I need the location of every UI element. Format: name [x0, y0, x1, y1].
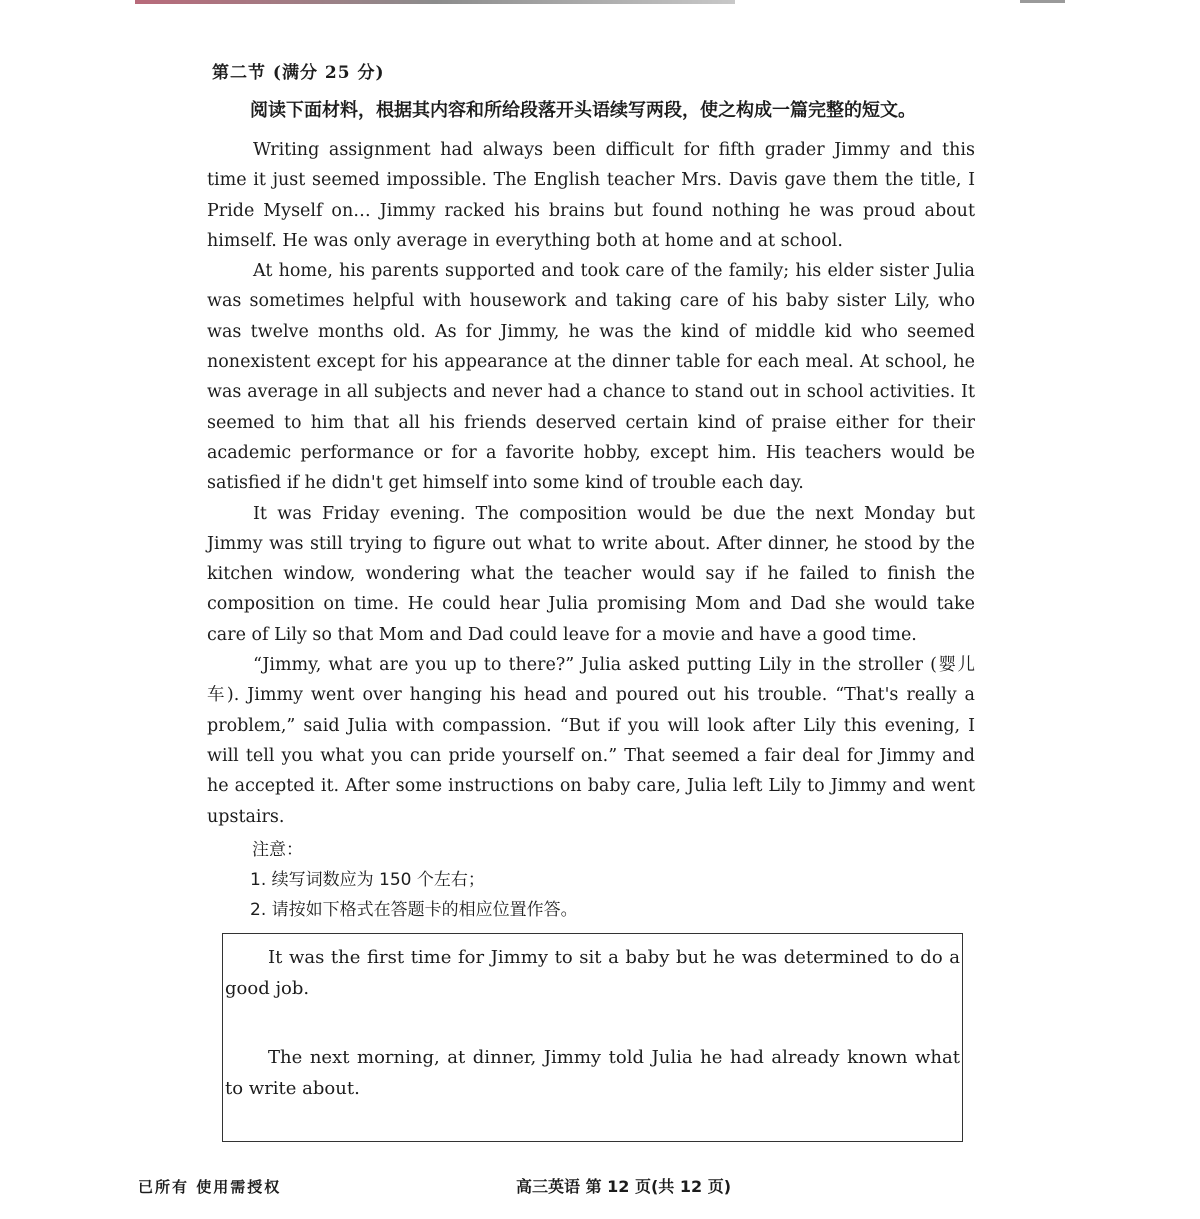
passage-paragraph: At home, his parents supported and took care of the family; his elder sister Julia was sometimes helpful with housework and taking care of his baby sister Lily, who was twelve months old. As for Jimmy, he was the kind of middle kid who seemed nonexistent except for his appearance at the dinner table for each meal. At school, he was average in all subjects and never had a chance to stand out in school activities. It seemed to him that all his friends deserved certain kind of praise either for their academic performance or for a favorite hobby, except him. His teachers would be satisfied if he didn't get himself into some kind of trouble each day.: [207, 261, 975, 494]
passage-paragraph: “Jimmy, what are you up to there?” Julia asked putting Lily in the stroller (婴儿车). Jimmy went over hanging his head and poured out his trouble. “That's really a problem,” said Julia with compassion. “But if you will look after Lily this evening, I will tell you what you can pride yourself on.” That seemed a fair deal for Jimmy and he accepted it. After some instructions on baby care, Julia left Lily to Jimmy and went upstairs.: [207, 655, 975, 827]
paragraph-starter-1: It was the first time for Jimmy to sit a baby but he was determined to do a good job.: [225, 947, 960, 999]
footer-page-number: 高三英语 第 12 页(共 12 页): [516, 1177, 732, 1196]
notes-label: 注意：: [252, 839, 303, 860]
passage: [207, 135, 975, 832]
paragraph-starter-2: The next morning, at dinner, Jimmy told Julia he had already known what to write about.: [225, 1047, 960, 1099]
notes: [207, 835, 975, 925]
page-top-edge: [135, 0, 735, 4]
exam-page: [207, 58, 975, 925]
passage-paragraph: Writing assignment had always been difficult for fifth grader Jimmy and this time it just seemed impossible. The English teacher Mrs. Davis gave them the title, I Pride Myself on… Jimmy racked his brains but found nothing he was proud about himself. He was only average in everything both at home and at school.: [207, 140, 975, 251]
section-header: 第二节 (满分 25 分): [212, 63, 385, 83]
page-top-edge-right: [1020, 0, 1065, 3]
note-item-word-count: 1. 续写词数应为 150 个左右；: [250, 869, 485, 890]
footer-copyright: 已所有 使用需授权: [138, 1178, 282, 1196]
note-item-format: 2. 请按如下格式在答题卡的相应位置作答。: [250, 899, 578, 920]
instruction-text: 阅读下面材料，根据其内容和所给段落开头语续写两段，使之构成一篇完整的短文。: [250, 100, 916, 121]
passage-paragraph: It was Friday evening. The composition would be due the next Monday but Jimmy was still trying to figure out what to write about. After dinner, he stood by the kitchen window, wondering what the teacher would say if he failed to finish the composition on time. He could hear Julia promising Mom and Dad she would take care of Lily so that Mom and Dad could leave for a movie and have a good time.: [207, 503, 975, 645]
answer-box: [222, 933, 963, 1142]
